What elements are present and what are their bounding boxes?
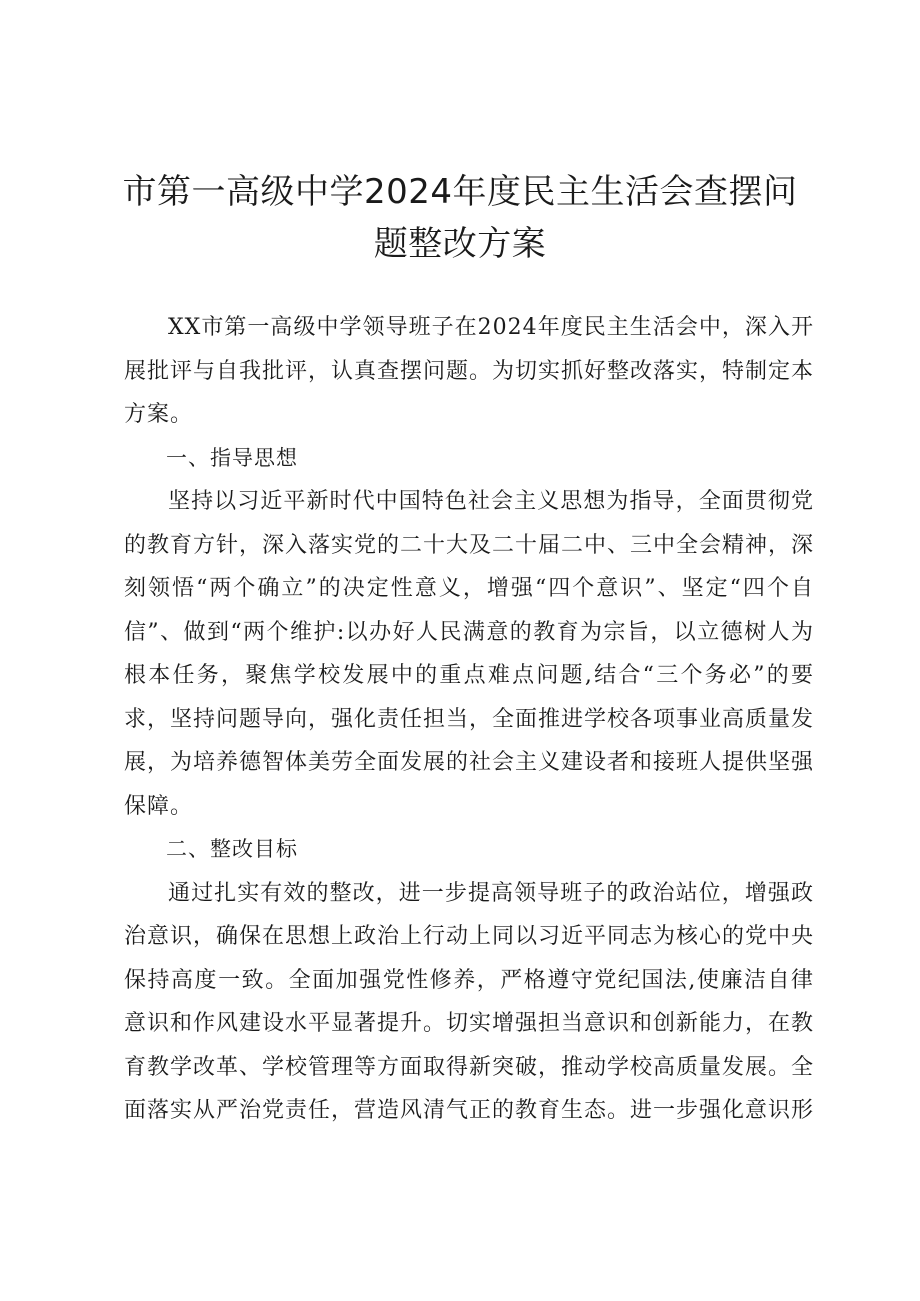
section-heading-guiding-ideology: 一、指导思想 bbox=[166, 445, 298, 470]
intro-paragraph: XX市第一高级中学领导班子在2024年度民主生活会中，深入开展批评与自我批评，认真查摆问题。为切实抓好整改落实，特制定本方案。 bbox=[124, 315, 815, 427]
section-paragraph-guiding-ideology: 坚持以习近平新时代中国特色社会主义思想为指导，全面贯彻党的教育方针，深入落实党的二十大及二十届二中、三中全会精神，深刻领悟“两个确立”的决定性意义，增强“四个意识”、坚定“四个自信”、做到“两个维护:以办好人民满意的教育为宗旨，以立德树人为根本任务，聚焦学校发展中的重点难点问题,结合“三个务必”的要求，坚持问题导向，强化责任担当，全面推进学校各项事业高质量发展，为培养德智体美劳全面发展的社会主义建设者和接班人提供坚强保障。 bbox=[124, 489, 815, 819]
section-heading-rectification-goals: 二、整改目标 bbox=[166, 837, 298, 861]
document-body bbox=[124, 306, 814, 1133]
document-title: 市第一高级中学2024年度民主生活会查摆问题整改方案 bbox=[122, 172, 798, 264]
section-paragraph-rectification-goals: 通过扎实有效的整改，进一步提高领导班子的政治站位，增强政治意识，确保在思想上政治上行动上同以习近平同志为核心的党中央保持高度一致。全面加强党性修养，严格遵守党纪国法,使廉洁自律意识和作风建设水平显著提升。切实增强担当意识和创新能力，在教育教学改革、学校管理等方面取得新突破，推动学校高质量发展。全面落实从严治党责任，营造风清气正的教育生态。进一步强化意识形 bbox=[124, 880, 815, 1123]
